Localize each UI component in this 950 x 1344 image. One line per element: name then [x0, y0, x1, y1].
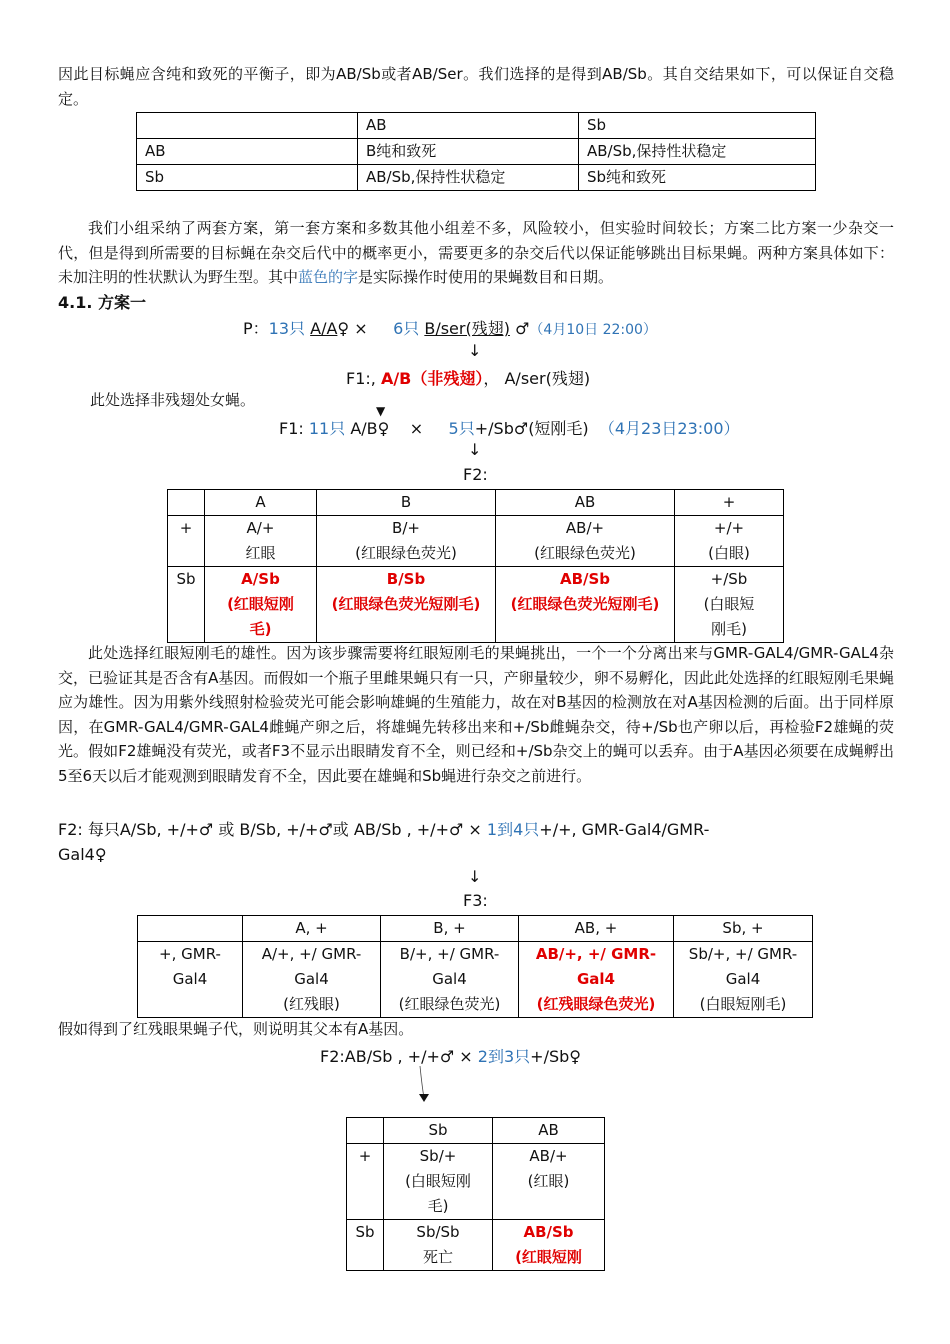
- down-arrow: ↓: [468, 440, 482, 459]
- p-count-female: 13只: [268, 319, 306, 338]
- f1-date: （4月23日23:00）: [598, 419, 740, 438]
- f1-genotype-female: A/B♀: [350, 419, 390, 438]
- explanation-paragraph: 此处选择红眼短刚毛的雄性。因为该步骤需要将红眼短刚毛的果蝇挑出，一个一个分离出来与GMR-GAL4/GMR-GAL4杂交，已验证其是否含有A基因。而假如一个瓶子里雌果蝇只有一只，产卵量较少，卵不易孵化，因此此处选择的红眼短刚毛果蝇应为雄性。因为用紫外线照射检验荧光可能会影响雄蝇的生殖能力，故在对B基因的检测放在对A基因检测的后面。出于同样原因，在GMR-GAL4/GMR-GAL4雌蝇产卵之后，将雄蝇先转移出来和+/Sb雌蝇杂交，待+/Sb也产卵以后，再检验F2雄蝇的荧光。假如F2雄蝇没有荧光，或者F3不显示出眼睛发育不全，则已经和+/Sb杂交上的蝇可以丢弃。由于A基因必须要在成蝇孵出5至6天以后才能观测到眼睛发育不全，因此要在雄蝇和Sb蝇进行杂交之前进行。: [58, 644, 894, 785]
- f1-red-text: A/B（非残翅）: [380, 369, 484, 388]
- table1-header-empty: [137, 113, 358, 139]
- table2-cell-highlight: AB/Sb (红眼绿色荧光短刚毛): [496, 567, 675, 643]
- section-heading: 4.1. 方案一: [58, 293, 146, 312]
- table2-cell: AB/+ (红眼绿色荧光): [496, 516, 675, 567]
- table1-cell: AB/Sb,保持性状稳定: [579, 139, 816, 165]
- p-genotype-male: B/ser(残翅): [424, 319, 510, 338]
- f2b-cross-line: [320, 1044, 581, 1067]
- f2-cross-count: 1到4只: [486, 820, 540, 839]
- table2-cell-highlight: A/Sb (红眼短刚毛): [205, 567, 317, 643]
- down-arrow: ↓: [468, 867, 482, 886]
- table2-cell-highlight: B/Sb (红眼绿色荧光短刚毛): [317, 567, 496, 643]
- table1-cell: Sb: [137, 165, 358, 191]
- table3-header-empty: [138, 916, 243, 942]
- f1-genotype-male: +/Sb♂(短刚毛): [474, 419, 589, 438]
- self-cross-punnett-table: [346, 1117, 605, 1271]
- table1-cell: AB/Sb,保持性状稳定: [358, 165, 579, 191]
- f2-label: F2:: [463, 465, 488, 484]
- table2-header: B: [317, 490, 496, 516]
- table1-cell: Sb纯和致死: [579, 165, 816, 191]
- f2b-cross-suffix: +/Sb♀: [530, 1047, 581, 1066]
- table4-cell-highlight: AB/Sb (红眼短刚: [493, 1220, 605, 1271]
- f1-times: ×: [409, 419, 424, 438]
- p-count-male: 6只: [393, 319, 420, 338]
- table3-cell: A/+, +/ GMR-Gal4 (红残眼): [243, 942, 381, 1018]
- table2-cell: +/Sb (白眼短刚毛): [675, 567, 784, 643]
- table3-header: AB, +: [519, 916, 674, 942]
- table1-cell: AB: [137, 139, 358, 165]
- table4-row-label: +: [347, 1144, 384, 1220]
- table1-header-ab: AB: [358, 113, 579, 139]
- f2-punnett-table: [167, 489, 784, 643]
- p-cross-line: [243, 316, 657, 339]
- method-paragraph: [58, 216, 894, 290]
- f2-cross-line2: Gal4♀: [58, 845, 107, 864]
- table4-header: Sb: [384, 1118, 493, 1144]
- table2-cell: A/+ 红眼: [205, 516, 317, 567]
- p-male-symbol: ♂: [515, 319, 530, 338]
- blue-legend-text: 蓝色的字: [298, 268, 359, 286]
- table2-header: +: [675, 490, 784, 516]
- f2-cross-line: [58, 817, 709, 867]
- table3-header: B, +: [381, 916, 519, 942]
- f1-count-male: 5只: [448, 419, 475, 438]
- table2-row-label: +: [168, 516, 205, 567]
- table2-header: A: [205, 490, 317, 516]
- f1-count-female: 11只: [308, 419, 346, 438]
- table3-header: A, +: [243, 916, 381, 942]
- method-text-end: 是实际操作时使用的果蝇数目和日期。: [358, 268, 614, 286]
- table4-row-label: Sb: [347, 1220, 384, 1271]
- small-down-arrow: ▼: [376, 404, 386, 418]
- f2b-cross-prefix: F2:AB/Sb , +/+♂ ×: [320, 1047, 478, 1066]
- table4-header-empty: [347, 1118, 384, 1144]
- f1-cross-label: F1:: [279, 419, 309, 438]
- table4-cell: Sb/+ (白眼短刚毛): [384, 1144, 493, 1220]
- intro-paragraph: 因此目标蝇应含纯和致死的平衡子，即为AB/Sb或者AB/Ser。我们选择的是得到AB/Sb。其自交结果如下，可以保证自交稳定。: [58, 65, 894, 108]
- p-genotype-female: A/A: [310, 319, 338, 338]
- table3-cell: Sb/+, +/ GMR-Gal4 (白眼短刚毛): [674, 942, 813, 1018]
- curved-arrow-icon: [410, 1064, 440, 1106]
- f1-cross-line: [279, 416, 740, 439]
- table4-cell: Sb/Sb 死亡: [384, 1220, 493, 1271]
- table3-cell-highlight: AB/+, +/ GMR-Gal4 (红残眼绿色荧光): [519, 942, 674, 1018]
- p-female-symbol: ♀ ×: [337, 319, 368, 338]
- table2-cell: +/+ (白眼): [675, 516, 784, 567]
- f1-suffix: ， A/ser(残翅): [483, 369, 591, 388]
- f1-note: 此处选择非残翅处女蝇。: [90, 391, 256, 409]
- f3-punnett-table: [137, 915, 813, 1018]
- table2-cell: B/+ (红眼绿色荧光): [317, 516, 496, 567]
- table2-row-label: Sb: [168, 567, 205, 643]
- table2-header-empty: [168, 490, 205, 516]
- f1-prefix: F1:,: [346, 369, 381, 388]
- method-text: 我们小组采纳了两套方案，第一套方案和多数其他小组差不多，风险较小，但实验时间较长；方案二比方案一少杂交一代，但是得到所需要的目标蝇在杂交后代中的概率更小，需要更多的杂交后代以保证能够跳出目标果蝇。两种方案具体如下：未加注明的性状默认为野生型。其中: [58, 219, 894, 286]
- f3-label: F3:: [463, 891, 488, 910]
- table1-header-sb: Sb: [579, 113, 816, 139]
- table1-cell: B纯和致死: [358, 139, 579, 165]
- table4-header: AB: [493, 1118, 605, 1144]
- p-label: P：: [243, 319, 269, 338]
- f2b-cross-count: 2到3只: [477, 1047, 531, 1066]
- f1-line: [346, 366, 590, 389]
- table4-cell: AB/+ (红眼): [493, 1144, 605, 1220]
- table3-cell: B/+, +/ GMR-Gal4 (红眼绿色荧光): [381, 942, 519, 1018]
- table3-row-label: +, GMR-Gal4: [138, 942, 243, 1018]
- p-date: （4月10日 22:00）: [529, 322, 657, 338]
- table3-header: Sb, +: [674, 916, 813, 942]
- f3-note: 假如得到了红残眼果蝇子代，则说明其父本有A基因。: [58, 1020, 414, 1038]
- self-cross-table: [136, 112, 816, 191]
- f2-cross-suffix: +/+, GMR-Gal4/GMR-: [539, 820, 710, 839]
- table2-header: AB: [496, 490, 675, 516]
- down-arrow: ↓: [468, 341, 482, 360]
- f2-cross-prefix: F2: 每只A/Sb, +/+♂ 或 B/Sb, +/+♂或 AB/Sb , +/+♂ ×: [58, 820, 487, 839]
